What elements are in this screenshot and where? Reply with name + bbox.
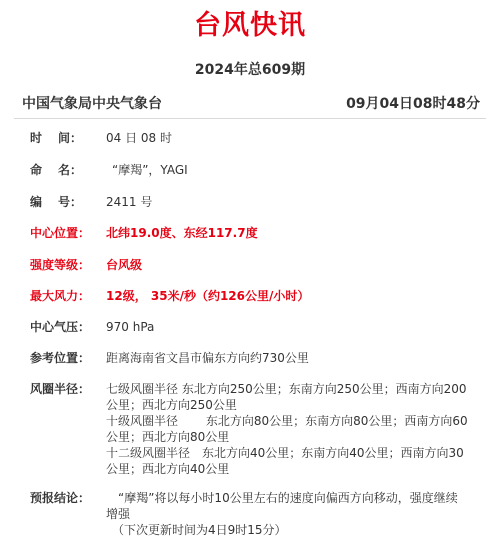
field-reference-value: 距离海南省文昌市偏东方向约730公里 [106,351,309,365]
field-time-label: 时 间： [30,131,83,145]
wind-radius-line: 十级风圈半径 东北方向80公里；东南方向80公里；西南方向60 [106,414,468,428]
field-name-value: “摩羯”，YAGI [112,163,188,177]
field-forecast-label: 预报结论： [30,491,91,505]
bulletin-header [22,93,480,115]
field-pressure-value: 970 hPa [106,320,155,334]
forecast-line: 增强 [106,507,131,521]
field-max-wind-label: 最大风力： [30,289,91,303]
publish-time: 09月04日08时48分 [346,96,480,112]
forecast-line: “摩羯”将以每小时10公里左右的速度向偏西方向移动，强度继续 [106,491,458,505]
field-center-value: 北纬19.0度、东经117.7度 [106,226,258,240]
wind-radius-line: 七级风圈半径 东北方向250公里；东南方向250公里；西南方向200 [106,382,467,396]
field-intensity-label: 强度等级： [30,258,91,272]
wind-radius-line: 十二级风圈半径 东北方向40公里；东南方向40公里；西南方向30 [106,446,464,460]
field-wind-radius-value [106,381,478,477]
wind-radius-line: 公里；西北方向40公里 [106,462,230,476]
field-number-value: 2411 号 [106,195,153,209]
field-reference-label: 参考位置： [30,351,91,365]
forecast-line: （下次更新时间为4日9时15分） [106,523,287,537]
field-time-value: 04 日 08 时 [106,131,172,145]
wind-radius-line: 公里；西北方向80公里 [106,430,230,444]
field-name-label: 命 名： [30,163,83,177]
field-forecast-value [106,490,478,538]
header-divider [14,118,486,119]
wind-radius-line: 公里；西北方向250公里 [106,398,237,412]
field-intensity-value: 台风级 [106,258,143,272]
field-max-wind-value: 12级， 35米/秒（约126公里/小时） [106,289,310,303]
field-center-label: 中心位置： [30,226,91,240]
issue-number: 2024年总609期 [194,62,306,78]
field-pressure-label: 中心气压： [30,320,91,334]
agency-name: 中国气象局中央气象台 [22,96,162,112]
field-wind-radius-label: 风圈半径： [30,382,91,396]
page-title: 台风快讯 [194,10,306,41]
field-number-label: 编 号： [30,195,83,209]
